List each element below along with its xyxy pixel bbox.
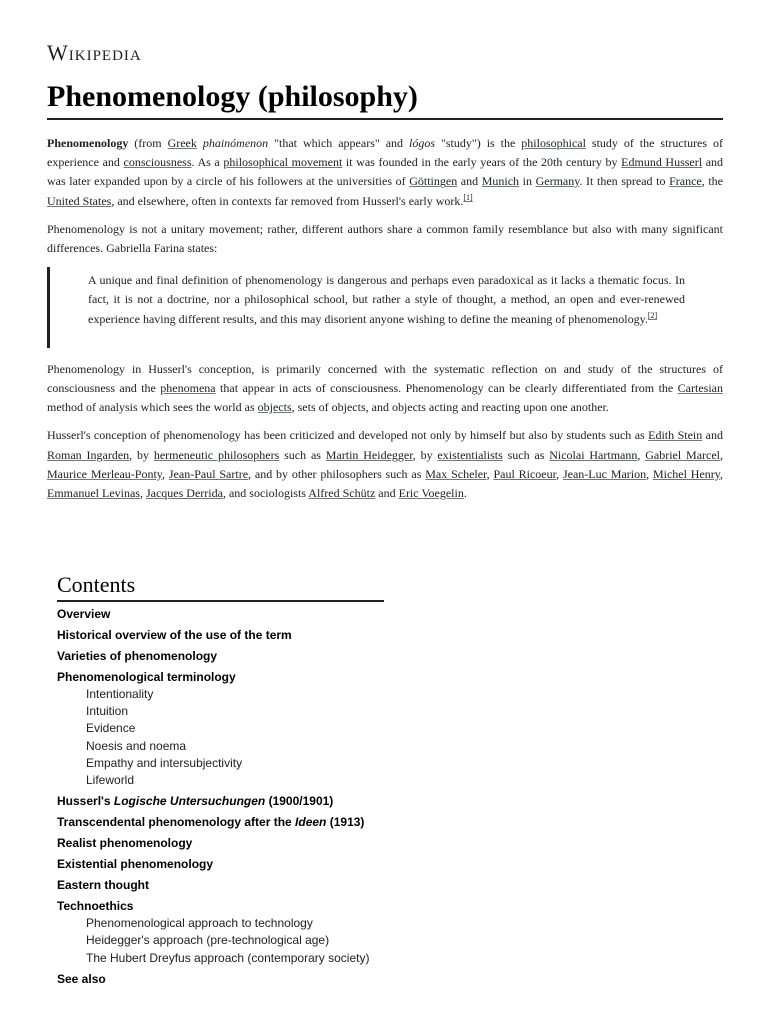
link-michel-henry[interactable]: Michel Henry [652,466,721,481]
paragraph-4 [47,426,723,503]
text: it was founded in the early years of the 20th century by [342,155,622,170]
toc-subitem[interactable]: Evidence [86,721,136,736]
text: study of the structures of experience and [47,136,723,170]
toc-item-label[interactable]: Husserl's Logische Untersuchungen (1900/1901) [57,794,334,809]
text: , by [129,447,154,462]
text: . [463,486,467,501]
link-eric-voegelin[interactable]: Eric Voegelin [398,486,464,501]
link-france[interactable]: France [669,174,702,189]
text: Phenomenology in Husserl's conception, is primarily concerned with the systematic reflection on and study of the structures of consciousness and the [47,361,723,396]
page-title: Phenomenology (philosophy) [47,78,723,120]
text: in [519,174,536,189]
text: , [556,466,563,481]
toc-subitem[interactable]: Intentionality [86,687,154,701]
toc-item-label[interactable]: Realist phenomenology [57,836,193,851]
term-logos: lógos [409,136,436,150]
article-body [47,134,723,512]
text: "that which appears" and [268,136,409,150]
contents-heading: Contents [57,570,384,602]
farina-quote [47,267,723,348]
table-of-contents [57,570,477,992]
toc-subitem[interactable]: Noesis and noema [86,738,187,753]
toc-item[interactable] [57,606,477,623]
link-germany[interactable]: Germany [535,174,580,189]
toc-subitem[interactable]: Intuition [86,704,129,719]
link-phenomena[interactable]: phenomena [160,381,216,396]
link-emmanuel-levinas[interactable]: Emmanuel Levinas [47,486,140,501]
text: such as [279,447,326,462]
link-jean-luc-marion[interactable]: Jean-Luc Marion [562,466,647,481]
toc-list [57,606,477,988]
toc-item[interactable] [57,856,477,873]
wikipedia-wordmark: Wikipedia [47,40,142,65]
link-objects[interactable]: objects [257,400,292,415]
link-merleau-ponty[interactable]: Maurice Merleau-Ponty [47,466,163,481]
link-edmund-husserl[interactable]: Edmund Husserl [621,155,703,170]
text: and [702,428,723,443]
toc-item[interactable] [57,793,477,810]
toc-item[interactable] [57,669,477,789]
toc-item[interactable] [57,627,477,644]
text: , [720,466,724,481]
toc-item[interactable] [57,898,477,967]
link-jacques-derrida[interactable]: Jacques Derrida [145,486,223,501]
text: that appear in acts of consciousness. Phenomenology can be clearly differentiated from the [215,381,678,396]
text: , [720,447,724,462]
toc-item-label[interactable]: Overview [57,607,111,621]
link-existentialists[interactable]: existentialists [437,447,503,462]
link-cartesian[interactable]: Cartesian [677,381,723,396]
text: "study") is the [435,136,522,150]
link-martin-heidegger[interactable]: Martin Heidegger [325,447,413,462]
text: and [457,174,482,189]
text: , [162,466,169,481]
link-alfred-schutz[interactable]: Alfred Schütz [308,486,376,501]
link-united-states[interactable]: United States [47,193,112,208]
text: , and elsewhere, often in contexts far removed from Husserl's early work. [111,193,464,208]
toc-sublist [57,686,477,789]
toc-item-label[interactable]: See also [57,971,106,986]
link-sartre[interactable]: Jean-Paul Sartre [168,466,249,481]
bold-term: Phenomenology [47,136,129,150]
text: , [486,466,494,481]
toc-sublist [57,915,477,967]
text: Husserl's conception of phenomenology has been criticized and developed not only by himself but also by students such as [47,428,649,443]
text: , [646,466,653,481]
toc-item-label[interactable]: Existential phenomenology [57,857,214,872]
link-munich[interactable]: Munich [481,174,520,189]
text: method of analysis which sees the world as [47,400,258,415]
link-hermeneutic-philosophers[interactable]: hermeneutic philosophers [153,447,280,462]
text: , by [412,447,438,462]
intro-paragraph [47,134,723,211]
text: and was later expanded upon by a circle of his followers at the universities of [47,155,724,189]
toc-item-label[interactable]: Technoethics [57,899,134,914]
quote-text: A unique and final definition of phenomenology is dangerous and perhaps even paradoxical as it lacks a thematic focus. In fact, it is not a doctrine, nor a philosophical school, but rather a style of thought, a method, an open and ever-renewed experience having different results, and this may disorient anyone wishing to define the meaning of phenomenology. [88,273,685,326]
toc-item[interactable] [57,648,477,665]
link-max-scheler[interactable]: Max Scheler [425,466,487,481]
link-paul-ricoeur[interactable]: Paul Ricoeur [493,466,557,481]
text: , the [701,174,723,189]
toc-item[interactable] [57,835,477,852]
toc-item[interactable] [57,971,477,988]
toc-item-label[interactable]: Transcendental phenomenology after the Ideen (1913) [57,815,365,830]
reference-2[interactable]: [2] [647,310,658,320]
text: , and sociologists [222,486,309,501]
toc-item-label[interactable]: Eastern thought [57,878,149,893]
toc-subitem[interactable]: Lifeworld [86,773,135,788]
text: , and by other philosophers such as [248,466,426,481]
text: and [375,486,399,501]
wikipedia-logo[interactable] [47,40,142,66]
text: . It then spread to [579,174,670,189]
link-greek[interactable]: Greek [167,136,197,150]
paragraph-2: Phenomenology is not a unitary movement; rather, different authors share a common family resemblance but also with many significant differences. Gabriella Farina states: [47,221,723,256]
toc-item[interactable] [57,877,477,894]
text: . As a [191,155,224,170]
toc-subitem[interactable]: The Hubert Dreyfus approach (contemporary society) [86,950,370,965]
link-gabriel-marcel[interactable]: Gabriel Marcel [645,447,721,462]
reference-1[interactable]: [1] [463,192,473,202]
link-edith-stein[interactable]: Edith Stein [648,428,703,443]
text: , [139,486,146,501]
link-gottingen[interactable]: Göttingen [409,174,458,189]
toc-subitem[interactable]: Empathy and intersubjectivity [86,755,243,770]
text: , sets of objects, and objects acting and reacting upon one another. [291,400,609,415]
text: such as [502,447,550,462]
text: , [637,447,646,462]
link-consciousness[interactable]: consciousness [123,155,192,170]
link-nicolai-hartmann[interactable]: Nicolai Hartmann [549,447,638,462]
toc-subitem[interactable]: Phenomenological approach to technology [86,916,313,931]
link-philosophical[interactable]: philosophical [521,136,586,150]
paragraph-3 [47,360,723,418]
link-roman-ingarden[interactable]: Roman Ingarden [47,447,130,462]
toc-item-label[interactable]: Phenomenological terminology [57,670,236,684]
toc-item[interactable] [57,814,477,831]
term-phainomenon: phainómenon [202,136,269,150]
toc-item-label[interactable]: Historical overview of the use of the term [57,628,292,642]
toc-subitem[interactable]: Heidegger's approach (pre-technological age) [86,933,330,948]
link-philosophical-movement[interactable]: philosophical movement [223,155,343,170]
text: (from [128,136,168,150]
toc-item-label[interactable]: Varieties of phenomenology [57,649,218,663]
